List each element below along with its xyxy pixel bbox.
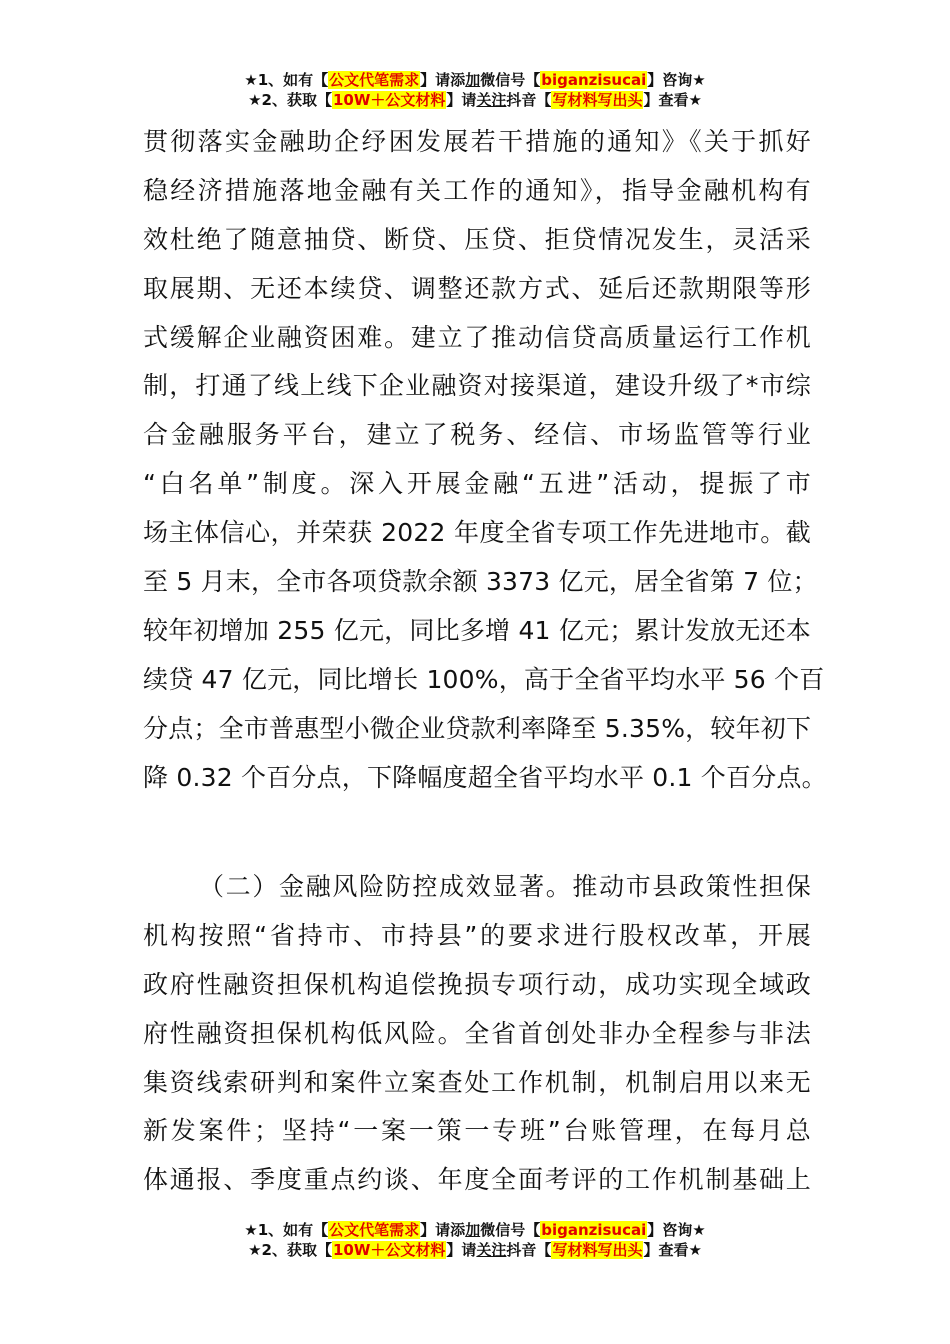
banner-highlight-douyin: 写材料写出头 xyxy=(552,91,643,109)
banner-underlined-text: 关注 xyxy=(476,91,507,109)
text-line: 较年初增加 255 亿元，同比多增 41 亿元；累计发放无还本 xyxy=(143,615,811,645)
text-line: 贯彻落实金融助企纾困发展若干措施的通知》《关于抓好 xyxy=(143,127,811,156)
header-banner xyxy=(0,70,950,110)
text-line-heading: （二）金融风险防控成效显著。推动市县政策性担保 xyxy=(199,872,811,901)
banner-line-2 xyxy=(0,90,950,110)
text-line: 至 5 月末，全市各项贷款余额 3373 亿元，居全省第 7 位； xyxy=(143,567,818,597)
text-line: 续贷 47 亿元，同比增长 100%，高于全省平均水平 56 个百 xyxy=(143,664,825,694)
banner-highlight-wechat-id: biganzisucai xyxy=(541,1221,647,1239)
text-line: 集资线索研判和案件立案查处工作机制，机制启用以来无 xyxy=(143,1067,811,1097)
text-line: 取展期、无还本续贷、调整还款方式、延后还款期限等形 xyxy=(143,273,811,303)
text-line: 合金融服务平台，建立了税务、经信、市场监管等行业 xyxy=(143,420,811,450)
banner-highlight-materials: 10W＋公文材料 xyxy=(332,91,446,109)
banner-text: 】咨询★ xyxy=(647,71,706,89)
banner-text: ★1、如有【 xyxy=(244,71,329,89)
banner-text: ★2、获取【 xyxy=(248,1241,332,1259)
text-line: 场主体信心，并荣获 2022 年度全省专项工作先进地市。截 xyxy=(143,518,811,548)
banner-underlined-text: 加 xyxy=(465,1221,481,1239)
banner-text: 】请添 xyxy=(420,1221,466,1239)
banner-text: 】查看★ xyxy=(643,91,702,109)
banner-text: 抖音【 xyxy=(506,91,552,109)
banner-line-2 xyxy=(0,1240,950,1260)
banner-highlight-materials: 10W＋公文材料 xyxy=(332,1241,446,1259)
text-line: 效杜绝了随意抽贷、断贷、压贷、拒贷情况发生，灵活采 xyxy=(143,224,811,254)
banner-text: 】查看★ xyxy=(643,1241,702,1259)
banner-line-1 xyxy=(0,1220,950,1240)
banner-text: 】请 xyxy=(446,91,477,109)
banner-highlight-service: 公文代笔需求 xyxy=(329,1221,420,1239)
paragraph-risk-control xyxy=(143,863,811,1205)
text-line: 降 0.32 个百分点，下降幅度超全省平均水平 0.1 个百分点。 xyxy=(143,762,827,792)
text-line: 制，打通了线上线下企业融资对接渠道，建设升级了*市综 xyxy=(143,371,811,401)
banner-text: ★2、获取【 xyxy=(248,91,332,109)
banner-text: 】请添 xyxy=(420,71,466,89)
text-line: 新发案件；坚持“一案一策一专班”台账管理，在每月总 xyxy=(143,1116,811,1146)
text-line: 分点；全市普惠型小微企业贷款利率降至 5.35%，较年初下 xyxy=(143,713,812,743)
banner-text: 抖音【 xyxy=(506,1241,552,1259)
banner-text: 微信号【 xyxy=(480,71,541,89)
banner-highlight-wechat-id: biganzisucai xyxy=(541,71,647,89)
text-line: “白名单”制度。深入开展金融“五进”活动，提振了市 xyxy=(143,469,811,499)
text-line: 机构按照“省持市、市持县”的要求进行股权改革，开展 xyxy=(143,920,811,950)
banner-text: ★1、如有【 xyxy=(244,1221,329,1239)
paragraph-financial-support xyxy=(143,118,827,802)
banner-text: 】请 xyxy=(446,1241,477,1259)
banner-text: 】咨询★ xyxy=(647,1221,706,1239)
banner-highlight-douyin: 写材料写出头 xyxy=(552,1241,643,1259)
banner-line-1 xyxy=(0,70,950,90)
text-line: 府性融资担保机构低风险。全省首创处非办全程参与非法 xyxy=(143,1018,811,1048)
banner-highlight-service: 公文代笔需求 xyxy=(329,71,420,89)
text-line: 稳经济措施落地金融有关工作的通知》，指导金融机构有 xyxy=(143,175,811,205)
text-line: 政府性融资担保机构追偿挽损专项行动，成功实现全域政 xyxy=(143,969,811,999)
text-line: 式缓解企业融资困难。建立了推动信贷高质量运行工作机 xyxy=(143,322,811,352)
text-line: 体通报、季度重点约谈、年度全面考评的工作机制基础上 xyxy=(143,1165,811,1195)
banner-text: 微信号【 xyxy=(480,1221,541,1239)
banner-underlined-text: 加 xyxy=(465,71,481,89)
banner-underlined-text: 关注 xyxy=(476,1241,507,1259)
footer-banner xyxy=(0,1220,950,1260)
